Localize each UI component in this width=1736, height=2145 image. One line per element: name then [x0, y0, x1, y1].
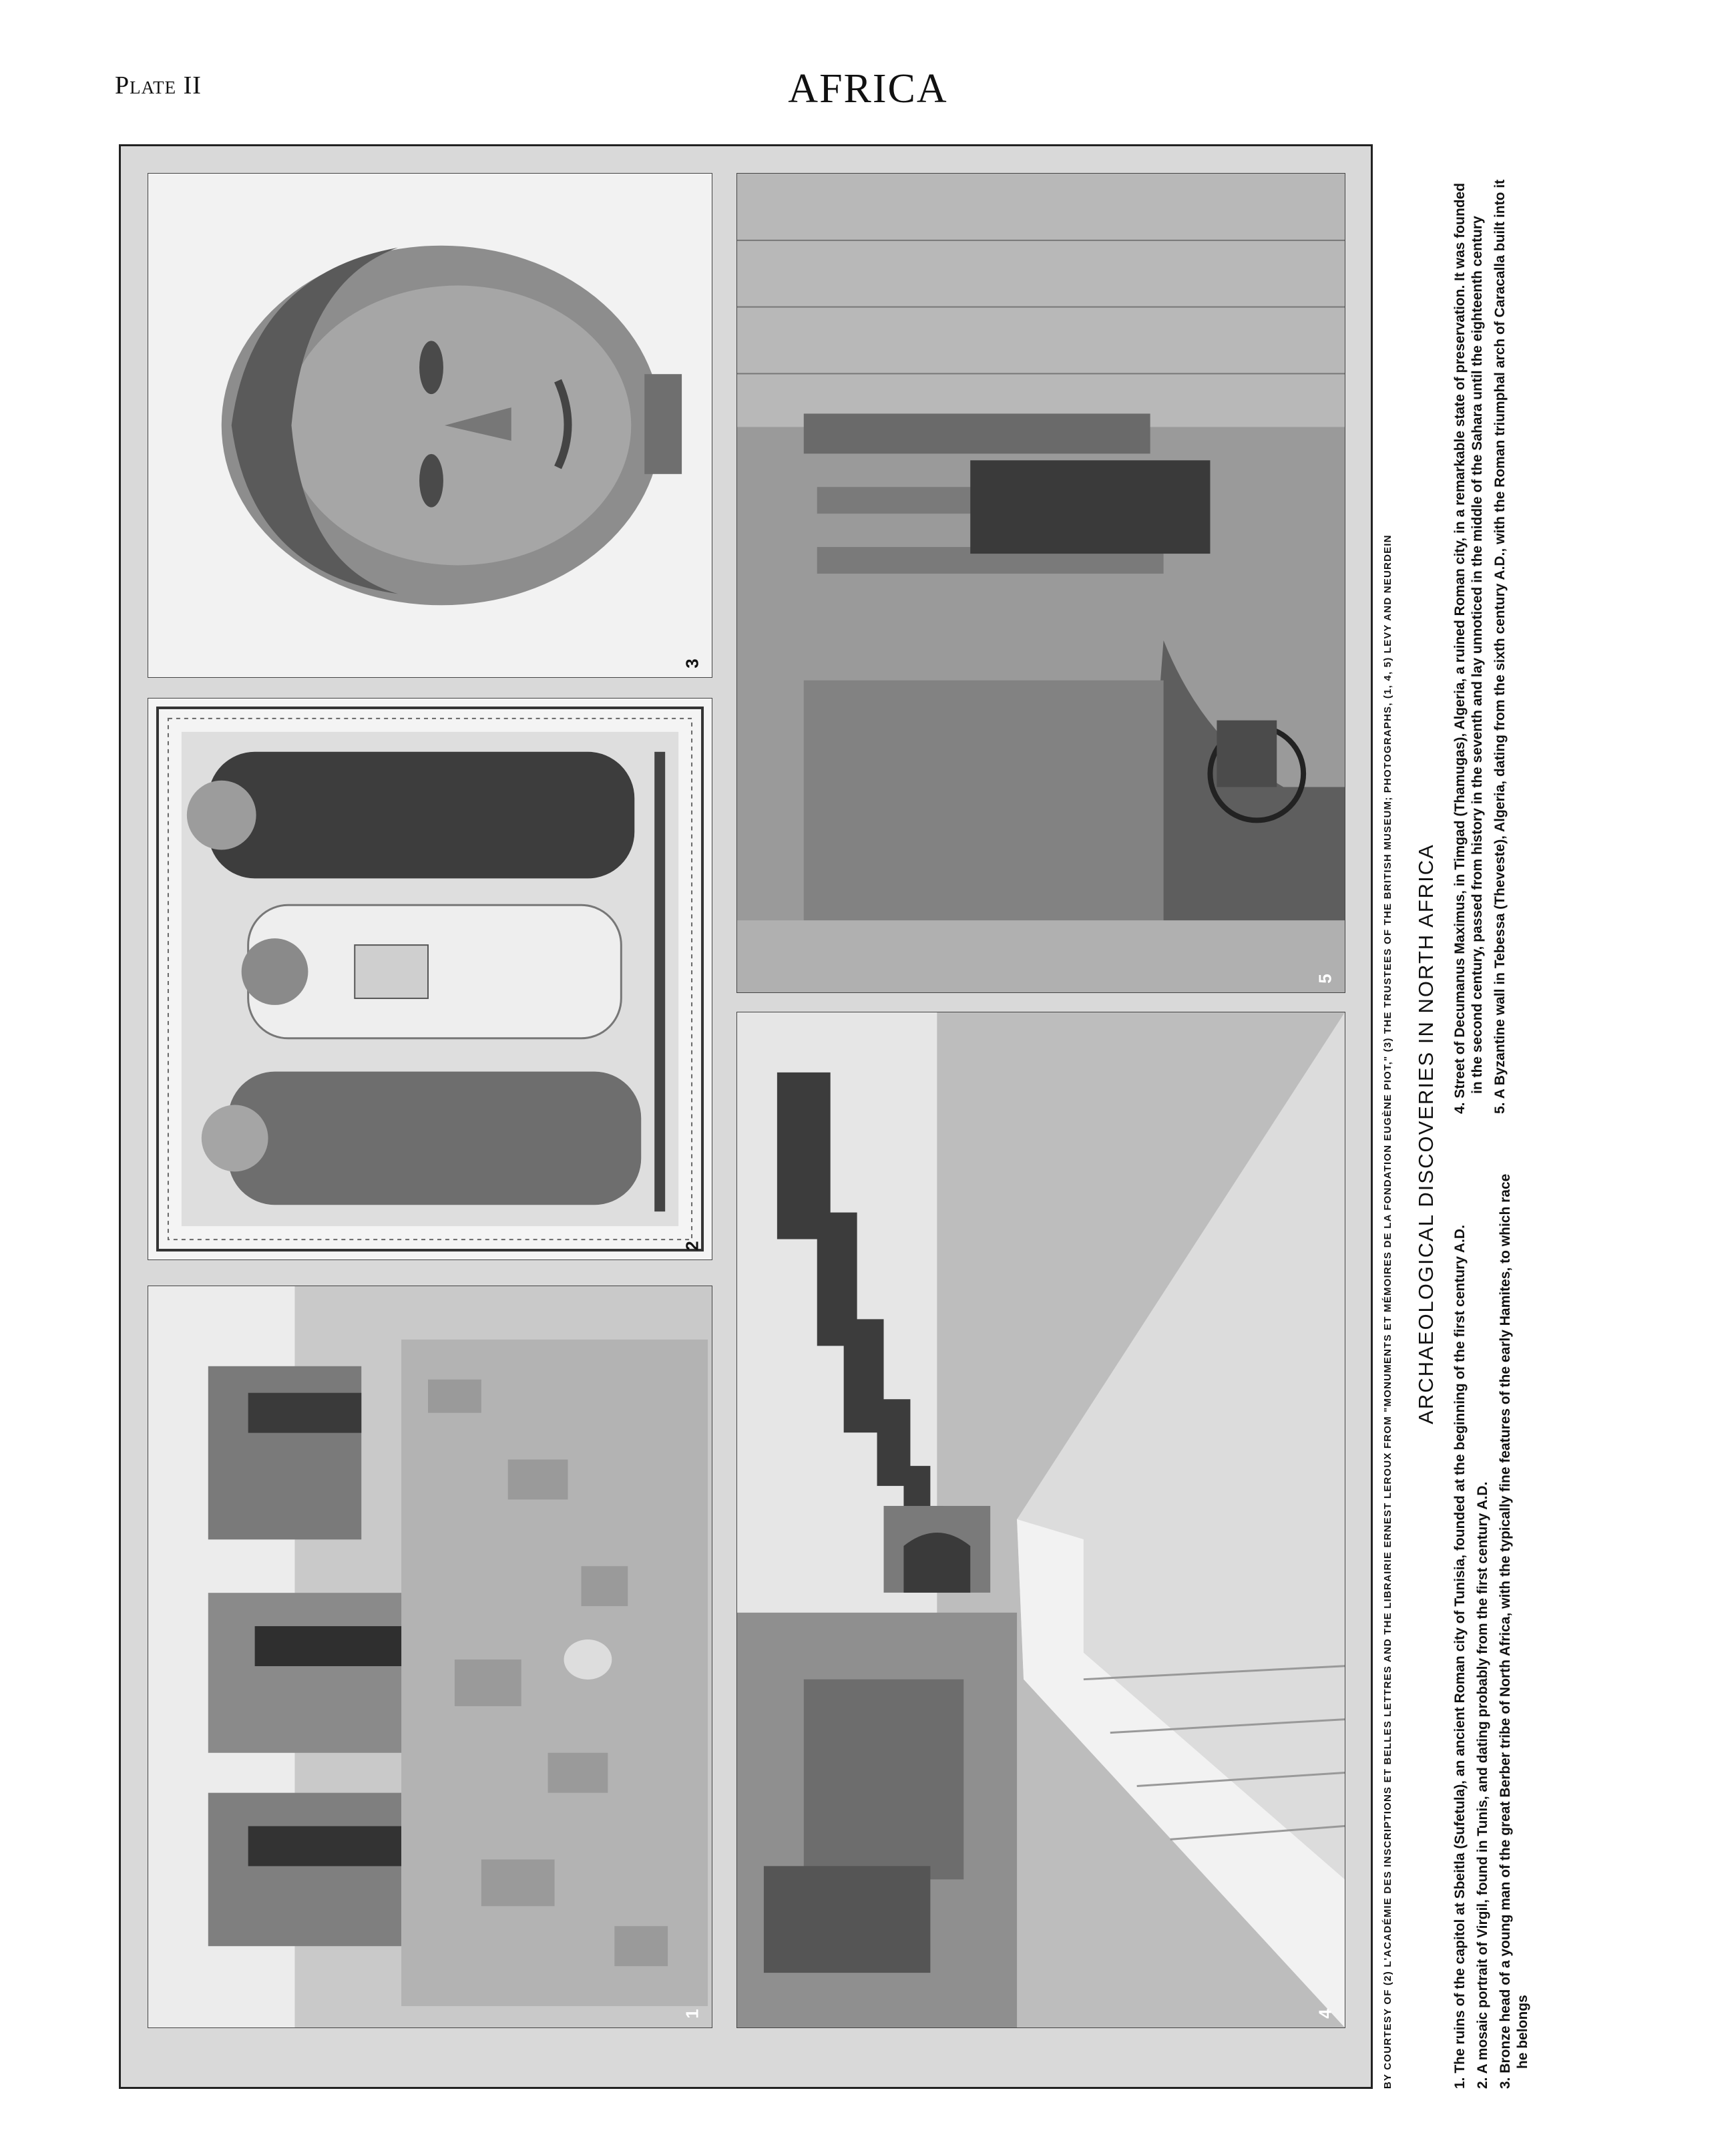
caption-item: 2. A mosaic portrait of Virgil, found in Tunis, and dating probably from the first century A.D.	[1475, 1481, 1490, 2089]
photo-bronze-head	[148, 173, 712, 678]
caption-column-right	[1452, 179, 1537, 1114]
photo-mosaic-virgil	[148, 698, 712, 1260]
photo-plate-frame	[119, 144, 1373, 2089]
wall-image	[737, 174, 1345, 992]
caption-item: 1. The ruins of the capitol at Sbeitla (Sufetula), an ancient Roman city of Tunisia, founded at the beginning of the first century A.D.	[1452, 1225, 1468, 2089]
photo-number: 4	[1315, 2009, 1335, 2019]
bronze-head-image	[148, 174, 712, 677]
street-image	[737, 1012, 1345, 2027]
caption-item: 5. A Byzantine wall in Tebessa (Theveste), Algeria, dating from the sixth century A.D., with the Roman triumphal arch of Caracalla built into it	[1492, 179, 1508, 1114]
caption-columns	[1452, 179, 1537, 2089]
photo-number: 2	[682, 1241, 702, 1251]
page-title: AFRICA	[788, 66, 948, 112]
section-title: ARCHAEOLOGICAL DISCOVERIES IN NORTH AFRICA	[1414, 843, 1438, 1424]
photo-number: 3	[682, 658, 702, 668]
caption-item: 3. Bronze head of a young man of the great Berber tribe of North Africa, with the typically fine features of the early Hamites, to which race he belongs	[1498, 1173, 1530, 2089]
photo-credit: BY COURTESY OF (2) L'ACADÉMIE DES INSCRIPTIONS ET BELLES LETTRES AND THE LIBRAIRIE ERNEST LEROUX FROM "MONUMENTS ET MÉMOIRES DE LA FONDATION EUGÈNE PIOT," (3) THE TRUSTEES OF THE BRITISH MUSEUM; PHOTOGRAPHS, (1, 4, 5) LEVY AND NEURDEIN	[1382, 534, 1393, 2089]
photo-byzantine-wall	[736, 173, 1345, 993]
photo-number: 1	[682, 2009, 702, 2019]
mosaic-image	[148, 699, 712, 1259]
photo-ruins-sbeitla	[148, 1286, 712, 2028]
photo-street-decumanus	[736, 1012, 1345, 2028]
photo-number: 5	[1315, 974, 1335, 984]
caption-item: 4. Street of Decumanus Maximus, in Timgad (Thamugas), Algeria, a ruined Roman city, in a remarkable state of preservation. It was founded in the second century, passed from history in the seventh and lay unnoticed in the middle of the Sahara until the eighteenth century	[1452, 182, 1485, 1114]
caption-column-left	[1452, 1154, 1537, 2089]
ruins-image	[148, 1286, 712, 2027]
plate-label: Plate II	[115, 71, 202, 100]
caption-block	[1377, 179, 1577, 2089]
